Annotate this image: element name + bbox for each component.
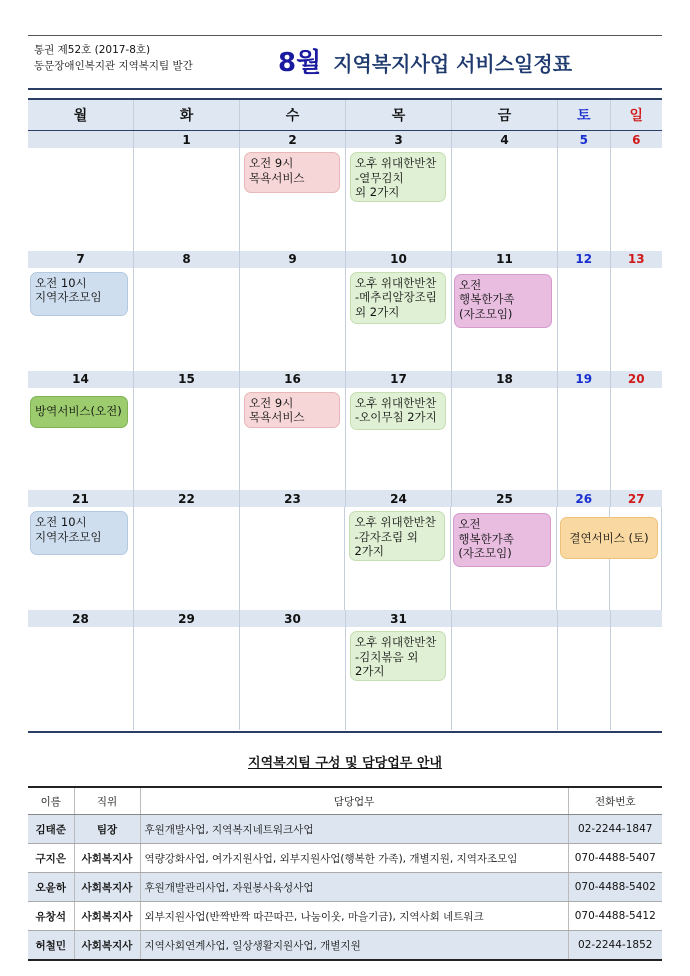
event-self-help-meeting[interactable]: 오전 10시 지역자조모임 [30, 272, 128, 316]
date-number: 22 [134, 490, 240, 507]
staff-phone: 070-4488-5402 [568, 873, 662, 902]
day-cell [240, 268, 346, 371]
page-header [0, 0, 690, 100]
date-number: 19 [558, 371, 611, 388]
staff-duties: 후원개발관리사업, 자원봉사육성사업 [140, 873, 568, 902]
event-bath-service[interactable]: 오전 9시 목욕서비스 [244, 392, 340, 428]
event-side-dish[interactable]: 오후 위대한반찬 -메추리알장조림 외 2가지 [350, 272, 446, 324]
event-bath-service[interactable]: 오전 9시 목욕서비스 [244, 152, 340, 193]
weekday-mon: 월 [28, 100, 134, 130]
day-cell [611, 388, 663, 491]
date-number: 7 [28, 251, 134, 268]
staff-name: 구지은 [28, 844, 74, 873]
day-cell [28, 388, 134, 491]
column-header-position: 직위 [74, 787, 140, 815]
staff-phone: 02-2244-1847 [568, 815, 662, 844]
date-number: 28 [28, 610, 134, 627]
date-number [558, 610, 611, 627]
day-cell [346, 627, 452, 730]
event-happy-family[interactable]: 오전 행복한가족 (자조모임) [454, 274, 552, 328]
publisher: 동문장애인복지관 지역복지팀 발간 [34, 60, 193, 72]
date-cells [28, 268, 662, 371]
date-number: 4 [452, 131, 558, 148]
header-top-rule [28, 35, 662, 36]
table-header-row [28, 787, 662, 815]
day-cell [345, 507, 451, 610]
table-row [28, 902, 662, 931]
calendar-week-1 [28, 131, 662, 251]
date-number: 15 [134, 371, 240, 388]
date-number: 10 [346, 251, 452, 268]
staff-name: 김태준 [28, 815, 74, 844]
day-cell [28, 627, 134, 730]
staff-section-title: 지역복지팀 구성 및 담당업무 안내 [248, 756, 442, 771]
column-header-phone: 전화번호 [568, 787, 662, 815]
date-number: 21 [28, 490, 134, 507]
staff-name: 오윤하 [28, 873, 74, 902]
calendar-week-3 [28, 371, 662, 491]
day-cell [611, 627, 663, 730]
day-cell [134, 507, 240, 610]
date-number: 16 [240, 371, 346, 388]
date-number: 29 [134, 610, 240, 627]
staff-position: 사회복지사 [74, 873, 140, 902]
date-number: 25 [452, 490, 558, 507]
day-cell [452, 148, 558, 251]
date-number: 6 [632, 132, 641, 147]
weekday-sun: 일 [629, 108, 644, 124]
event-self-help-meeting[interactable]: 오전 10시 지역자조모임 [30, 511, 128, 555]
staff-position: 사회복지사 [74, 844, 140, 873]
date-number: 30 [240, 610, 346, 627]
event-side-dish[interactable]: 오후 위대한반찬 -오이무침 2가지 [350, 392, 446, 430]
day-cell [452, 627, 558, 730]
date-number: 18 [452, 371, 558, 388]
event-disinfection-service[interactable]: 방역서비스(오전) [30, 396, 128, 428]
weekday-tue: 화 [134, 100, 240, 130]
day-cell [451, 507, 557, 610]
date-cells [28, 507, 662, 610]
date-cells [28, 148, 662, 251]
date-number: 5 [558, 131, 611, 148]
event-side-dish[interactable]: 오후 위대한반찬 -감자조림 외 2가지 [349, 511, 445, 561]
date-number [28, 131, 134, 148]
staff-duties: 외부지원사업(반짝반짝 따끈따끈, 나눔이웃, 마을기금), 지역사회 네트워크 [140, 902, 568, 931]
date-number: 9 [240, 251, 346, 268]
calendar-week-4 [28, 490, 662, 610]
date-number: 1 [134, 131, 240, 148]
date-number [611, 610, 663, 627]
day-cell [452, 268, 558, 371]
staff-name: 유창석 [28, 902, 74, 931]
day-cell [452, 388, 558, 491]
staff-name: 허철민 [28, 931, 74, 961]
weekday-thu: 목 [346, 100, 452, 130]
date-number: 8 [134, 251, 240, 268]
date-row [28, 610, 662, 627]
date-number: 3 [346, 131, 452, 148]
staff-duties: 역량강화사업, 여가지원사업, 외부지원사업(행복한 가족), 개별지원, 지역자조모임 [140, 844, 568, 873]
day-cell [611, 148, 663, 251]
table-row [28, 931, 662, 961]
column-header-name: 이름 [28, 787, 74, 815]
date-number: 20 [627, 372, 645, 387]
day-cell [558, 627, 611, 730]
issue-number: 통권 제52호 (2017-8호) [34, 44, 151, 56]
day-cell [134, 388, 240, 491]
page-title [278, 42, 572, 79]
table-row [28, 844, 662, 873]
date-number: 27 [627, 491, 645, 506]
staff-duties: 지역사회연계사업, 일상생활지원사업, 개별지원 [140, 931, 568, 961]
date-row [28, 131, 662, 148]
day-cell [240, 148, 346, 251]
title-text: 지역복지사업 서비스일정표 [333, 52, 573, 76]
day-cell [134, 148, 240, 251]
weekday-sat: 토 [558, 100, 611, 130]
day-cell [558, 148, 611, 251]
date-number: 14 [28, 371, 134, 388]
date-number: 2 [240, 131, 346, 148]
day-cell [28, 268, 134, 371]
header-bottom-rule [28, 88, 662, 90]
month-label: 8월 [278, 48, 322, 78]
day-cell [240, 388, 346, 491]
staff-duties: 후원개발사업, 지역복지네트워크사업 [140, 815, 568, 844]
date-number: 26 [558, 490, 611, 507]
event-side-dish[interactable]: 오후 위대한반찬 -김치볶음 외 2가지 [350, 631, 446, 681]
date-row [28, 371, 662, 388]
staff-phone: 070-4488-5407 [568, 844, 662, 873]
day-cell [346, 148, 452, 251]
date-cells [28, 388, 662, 491]
day-cell [134, 627, 240, 730]
day-cell [611, 268, 663, 371]
calendar-week-5 [28, 610, 662, 730]
weekday-fri: 금 [452, 100, 558, 130]
day-cell [134, 268, 240, 371]
date-number: 12 [558, 251, 611, 268]
day-cell [240, 627, 346, 730]
date-cells [28, 627, 662, 730]
weekday-wed: 수 [240, 100, 346, 130]
calendar-bottom-rule [28, 731, 662, 733]
date-number: 24 [346, 490, 452, 507]
day-cell [558, 388, 611, 491]
day-cell [240, 507, 346, 610]
day-cell [346, 268, 452, 371]
day-cell [28, 507, 134, 610]
staff-position: 사회복지사 [74, 902, 140, 931]
date-row [28, 490, 662, 507]
date-row [28, 251, 662, 268]
staff-phone: 070-4488-5412 [568, 902, 662, 931]
day-cell [346, 388, 452, 491]
table-row [28, 815, 662, 844]
date-number: 31 [346, 610, 452, 627]
date-number [452, 610, 558, 627]
date-number: 11 [452, 251, 558, 268]
staff-position: 팀장 [74, 815, 140, 844]
event-happy-family[interactable]: 오전 행복한가족 (자조모임) [453, 513, 551, 567]
date-number: 17 [346, 371, 452, 388]
staff-position: 사회복지사 [74, 931, 140, 961]
date-number: 23 [240, 490, 346, 507]
day-cell [28, 148, 134, 251]
calendar-week-2 [28, 251, 662, 371]
column-header-duties: 담당업무 [140, 787, 568, 815]
table-row [28, 873, 662, 902]
staff-table [28, 786, 662, 961]
date-number: 13 [627, 252, 645, 267]
weekday-header [28, 98, 662, 131]
staff-phone: 02-2244-1852 [568, 931, 662, 961]
event-sponsorship-service[interactable]: 결연서비스 (토) [560, 517, 658, 559]
day-cell [558, 268, 611, 371]
event-side-dish[interactable]: 오후 위대한반찬 -열무김치 외 2가지 [350, 152, 446, 202]
calendar [28, 98, 662, 730]
